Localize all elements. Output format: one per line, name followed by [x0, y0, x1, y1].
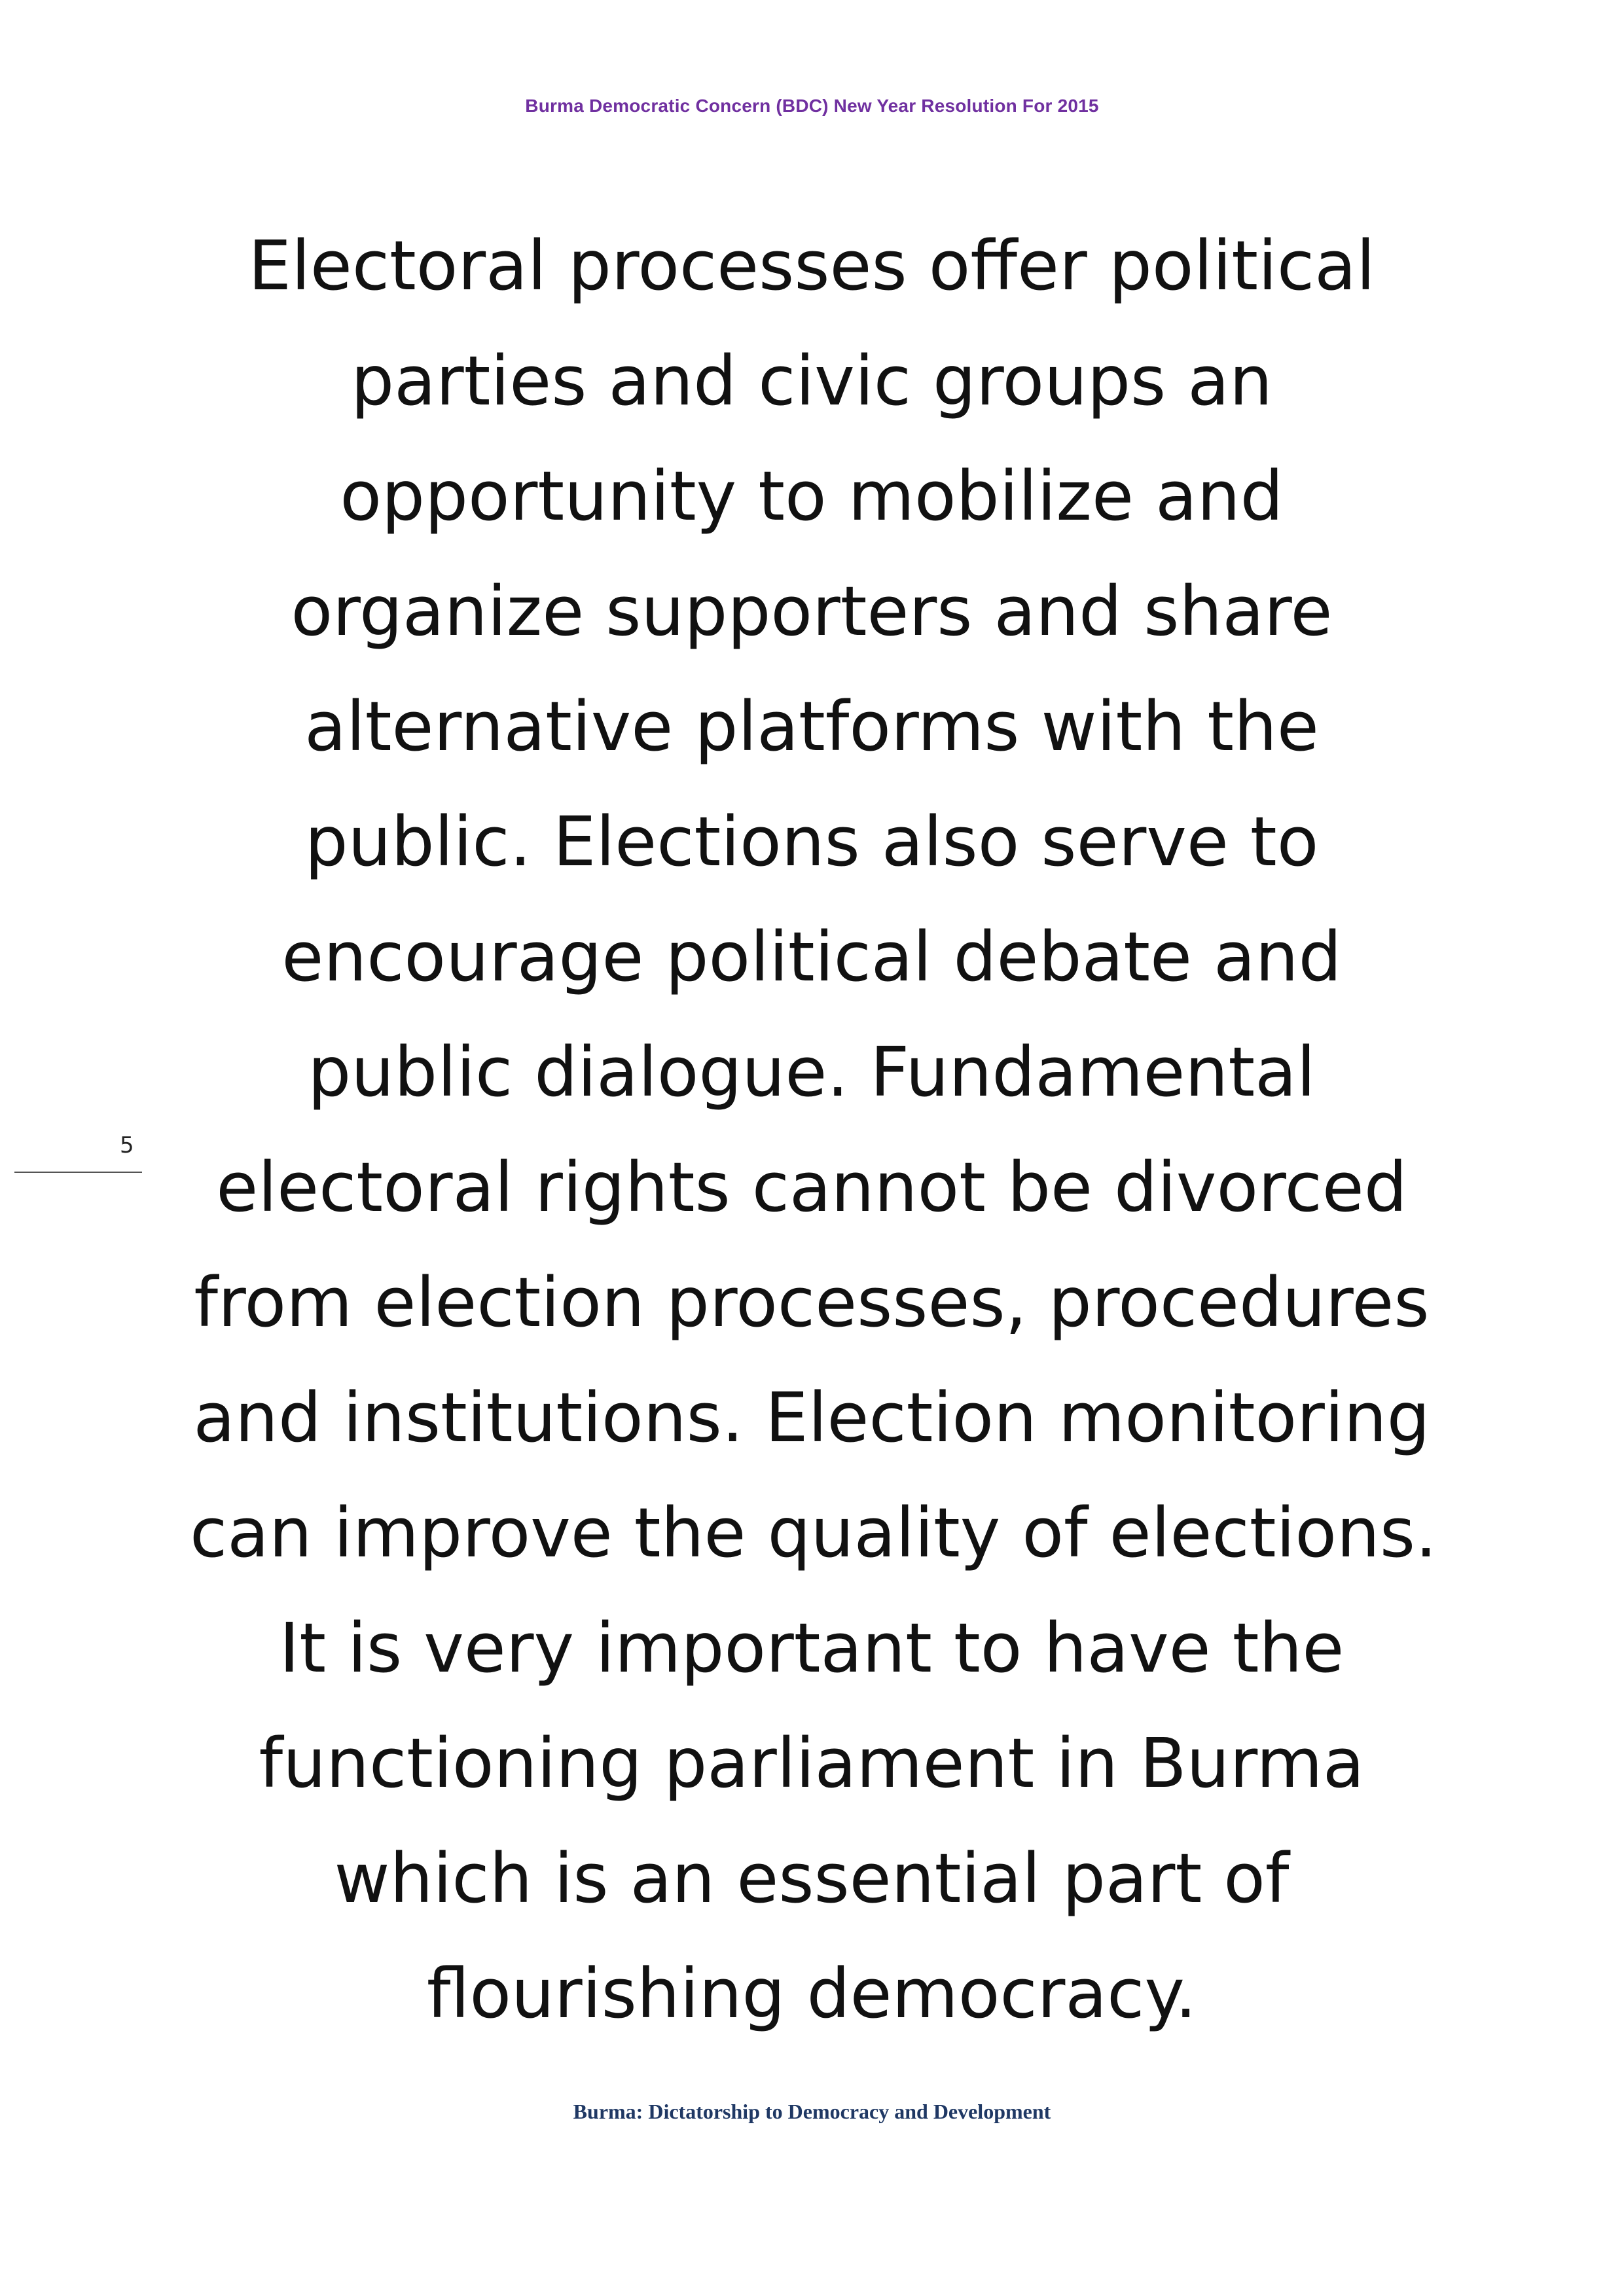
- paragraph-line: It is very important to have the: [279, 1608, 1344, 1688]
- paragraph-line: public dialogue. Fundamental: [308, 1032, 1316, 1112]
- paragraph-line: Electoral processes offer political: [248, 226, 1375, 306]
- paragraph-line: opportunity to mobilize and: [340, 456, 1284, 536]
- page-footer: Burma: Dictatorship to Democracy and Development: [573, 2100, 1051, 2123]
- paragraph-line: from election processes, procedures: [194, 1263, 1430, 1342]
- page-header: Burma Democratic Concern (BDC) New Year Resolution For 2015: [525, 96, 1099, 116]
- paragraph-line: functioning parliament in Burma: [259, 1723, 1365, 1803]
- paragraph-line: electoral rights cannot be divorced: [216, 1147, 1407, 1227]
- paragraph-line: organize supporters and share: [291, 571, 1333, 651]
- paragraph-line: flourishing democracy.: [426, 1954, 1197, 2034]
- paragraph-line: encourage political debate and: [281, 917, 1342, 997]
- page-number: 5: [120, 1132, 134, 1158]
- paragraph-line: and institutions. Election monitoring: [193, 1378, 1430, 1458]
- paragraph-line: public. Elections also serve to: [304, 802, 1319, 882]
- paragraph-line: which is an essential part of: [334, 1839, 1290, 1918]
- paragraph-line: parties and civic groups an: [351, 341, 1272, 421]
- page-number-rule: [14, 1172, 142, 1173]
- main-paragraph: [190, 208, 1437, 2051]
- paragraph-line: alternative platforms with the: [304, 687, 1319, 766]
- paragraph-line: can improve the quality of elections.: [190, 1493, 1437, 1573]
